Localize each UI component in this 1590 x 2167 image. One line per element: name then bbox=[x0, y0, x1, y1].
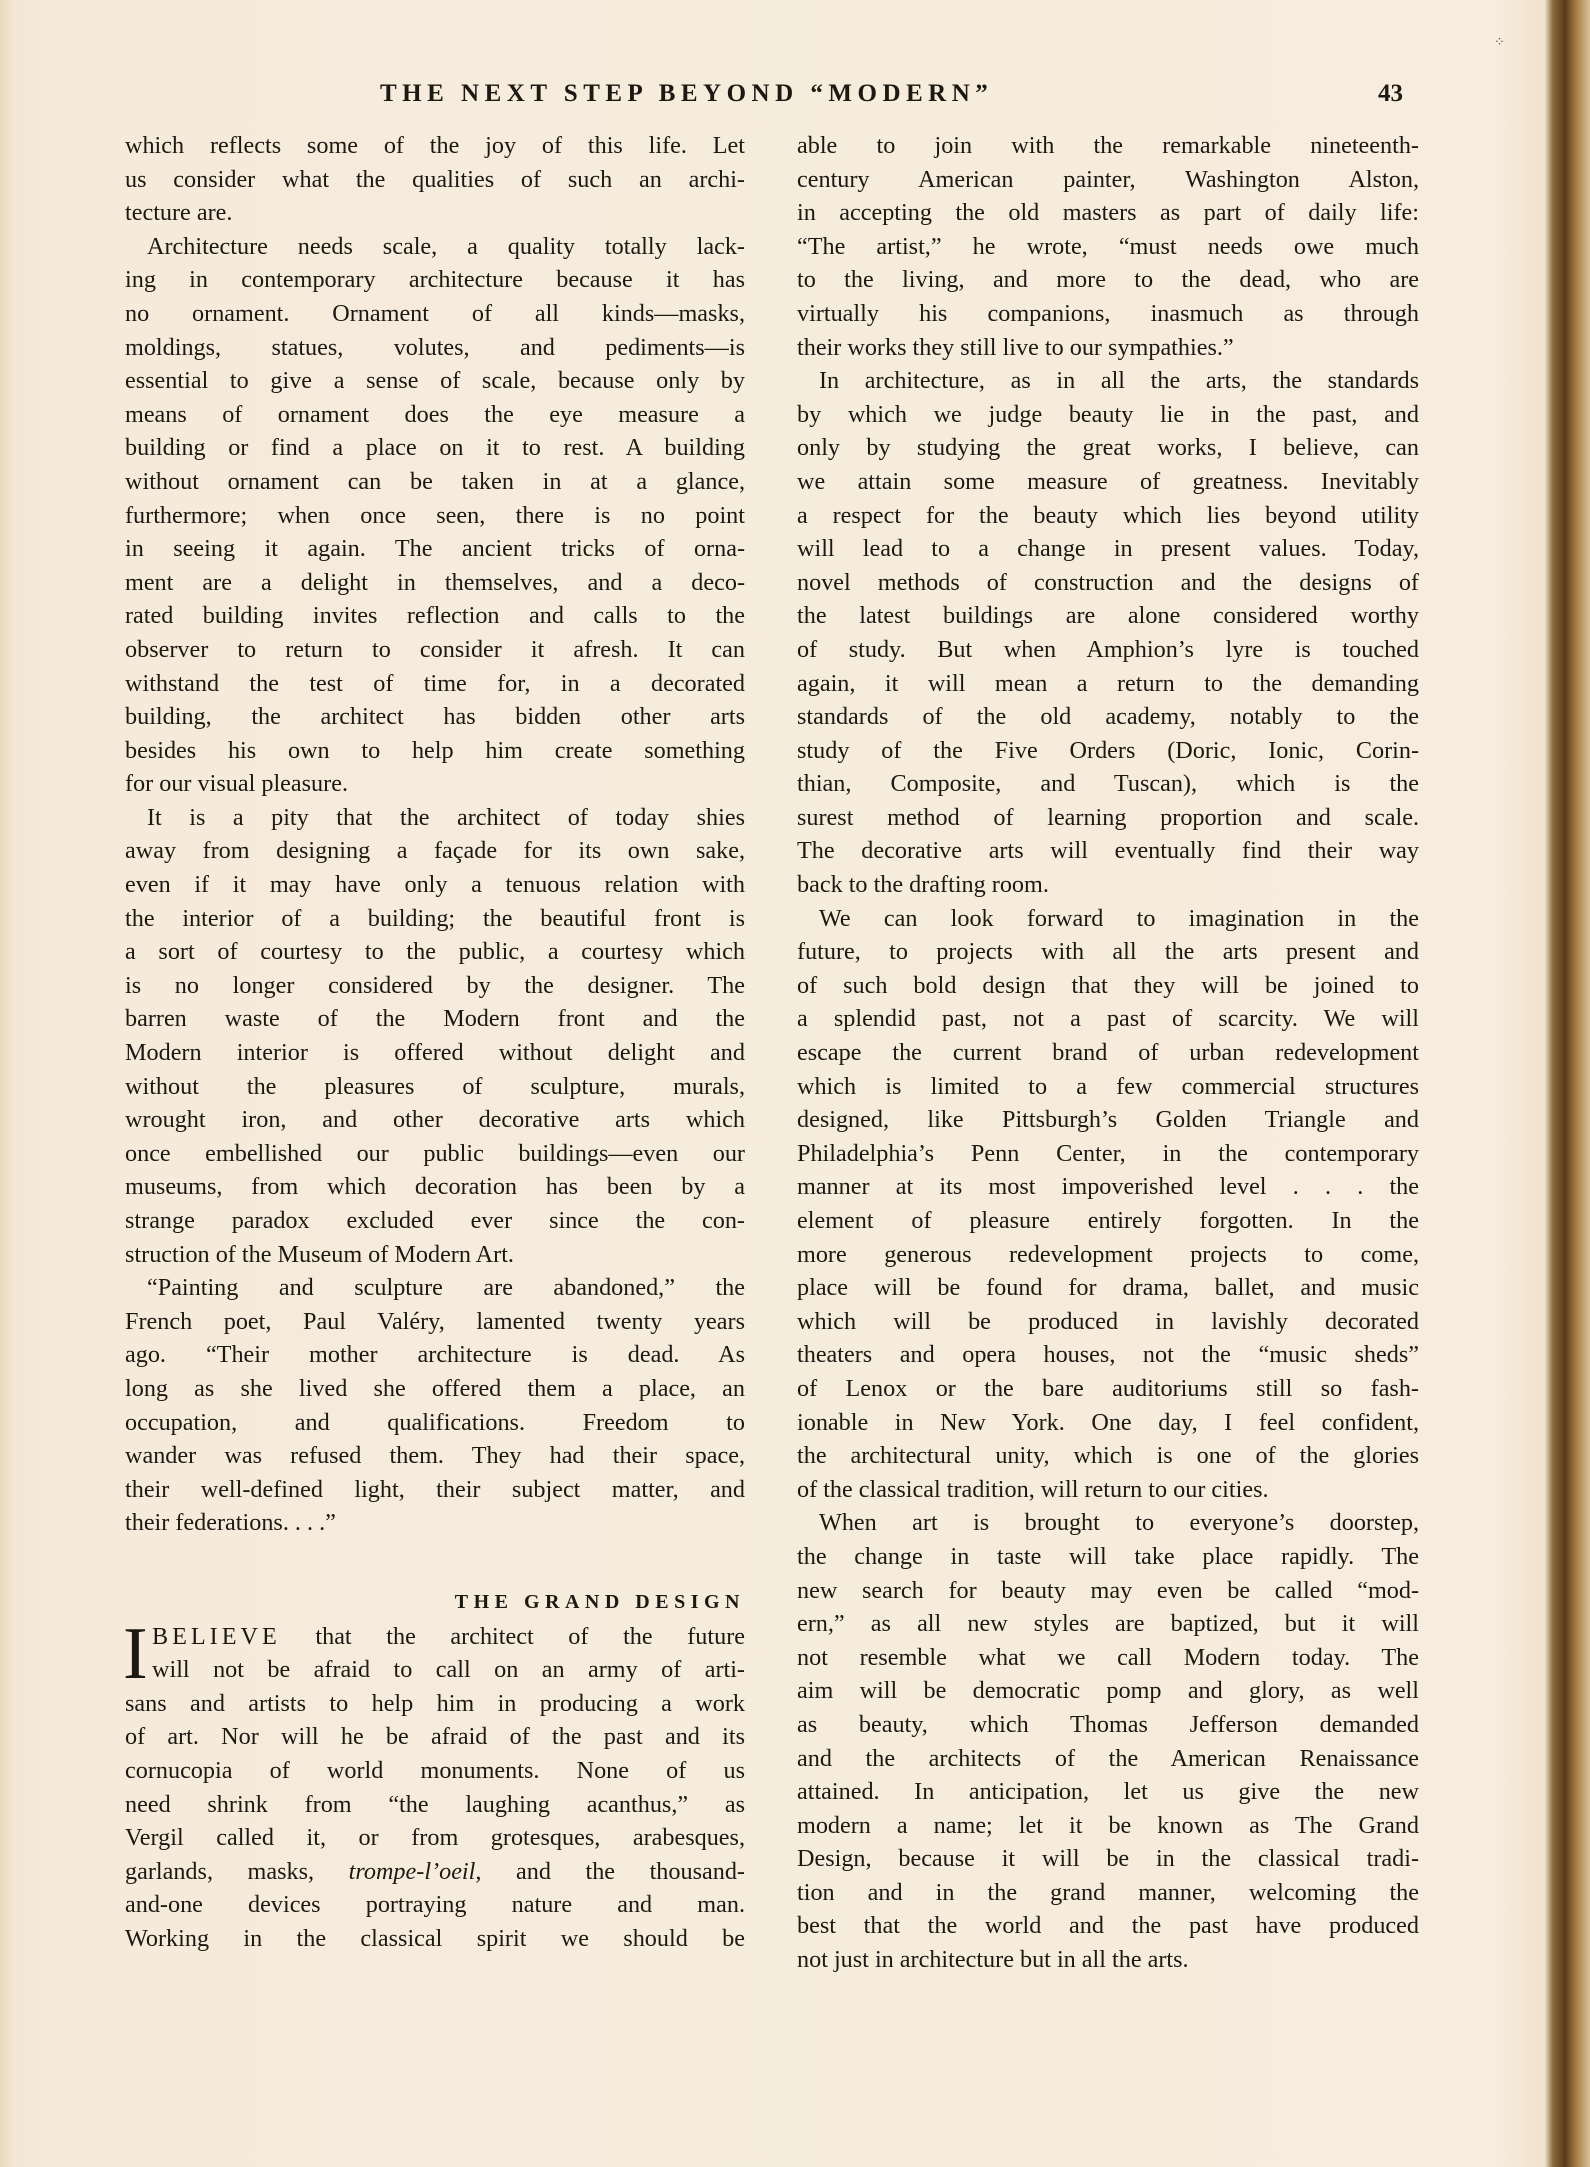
text-line: surest method of learning proportion and scale. bbox=[797, 803, 1419, 831]
text-line: not just in architecture but in all the arts. bbox=[797, 1946, 1189, 1974]
drop-cap: I bbox=[123, 1612, 148, 1695]
text-line: strange paradox excluded ever since the con- bbox=[125, 1207, 745, 1234]
text-line bbox=[125, 1855, 745, 1889]
text-line: museums, from which decoration has been by a bbox=[125, 1173, 745, 1201]
text-line: a splendid past, not a past of scarcity. We will bbox=[797, 1005, 1419, 1033]
text-line: Design, because it will be in the classical tradi- bbox=[797, 1845, 1419, 1873]
paragraph bbox=[125, 801, 745, 1271]
text-line: besides his own to help him create something bbox=[125, 736, 745, 764]
text-line: ment are a delight in themselves, and a deco- bbox=[125, 568, 745, 596]
text-line: best that the world and the past have produced bbox=[797, 1912, 1419, 1940]
text-line: building or find a place on it to rest. A building bbox=[125, 434, 745, 462]
paragraph bbox=[797, 1506, 1419, 1976]
paragraph bbox=[797, 902, 1419, 1507]
text-line: which will be produced in lavishly decorated bbox=[797, 1307, 1419, 1335]
text-line bbox=[125, 1620, 745, 1654]
text-line: the latest buildings are alone considered worthy bbox=[797, 602, 1419, 630]
section-heading: THE GRAND DESIGN bbox=[454, 1590, 745, 1613]
lead-in-smallcaps: BELIEVE bbox=[152, 1622, 281, 1650]
text-line: When art is brought to everyone’s doorstep, bbox=[819, 1509, 1419, 1537]
text-line: ago. “Their mother architecture is dead. As bbox=[125, 1341, 745, 1369]
text-line: will not be afraid to call on an army of arti- bbox=[152, 1656, 745, 1684]
text-line: ern,” as all new styles are baptized, but it will bbox=[797, 1610, 1419, 1638]
text-line: the architectural unity, which is one of the glories bbox=[797, 1442, 1419, 1470]
text-line: only by studying the great works, I believe, can bbox=[797, 434, 1419, 462]
paragraph bbox=[125, 230, 745, 801]
text-line: away from designing a façade for its own sake, bbox=[125, 837, 745, 865]
text-line: for our visual pleasure. bbox=[125, 770, 348, 798]
text-line: is no longer considered by the designer. The bbox=[125, 971, 745, 999]
text-line: without the pleasures of sculpture, murals, bbox=[125, 1072, 745, 1100]
text-line: observer to return to consider it afresh. It can bbox=[125, 635, 745, 663]
paragraph bbox=[125, 129, 745, 230]
text-line: tion and in the grand manner, welcoming the bbox=[797, 1878, 1419, 1906]
text-line: of the classical tradition, will return to our cities. bbox=[797, 1475, 1269, 1503]
text-line: furthermore; when once seen, there is no point bbox=[125, 501, 745, 529]
text-line: “Painting and sculpture are abandoned,” the bbox=[147, 1274, 745, 1302]
text-line: occupation, and qualifications. Freedom to bbox=[125, 1408, 745, 1436]
text-line: tecture are. bbox=[125, 199, 233, 227]
text-line: ing in contemporary architecture because it has bbox=[125, 266, 745, 294]
text-line: us consider what the qualities of such an archi- bbox=[125, 165, 745, 193]
text-line: will lead to a change in present values. Today, bbox=[797, 535, 1419, 563]
text-line: their federations. . . .” bbox=[125, 1509, 336, 1537]
text-line: by which we judge beauty lie in the past, and bbox=[797, 400, 1419, 428]
text-line: cornucopia of world monuments. None of us bbox=[125, 1756, 745, 1784]
paragraph bbox=[797, 129, 1419, 364]
text-line: Philadelphia’s Penn Center, in the contemporary bbox=[797, 1139, 1419, 1167]
right-column bbox=[797, 129, 1419, 1977]
text-line: modern a name; let it be known as The Grand bbox=[797, 1811, 1419, 1839]
text-line: attained. In anticipation, let us give the new bbox=[797, 1778, 1419, 1806]
text-line: which is limited to a few commercial structures bbox=[797, 1072, 1419, 1100]
text-line: even if it may have only a tenuous relation with bbox=[125, 871, 745, 899]
text-line: of such bold design that they will be joined to bbox=[797, 971, 1419, 999]
text-line: their works they still live to our sympathies.” bbox=[797, 333, 1234, 361]
text-line: sans and artists to help him in producing a work bbox=[125, 1689, 745, 1717]
page-number: 43 bbox=[1378, 80, 1403, 107]
text-line: escape the current brand of urban redevelopment bbox=[797, 1039, 1419, 1067]
text-line: need shrink from “the laughing acanthus,” as bbox=[125, 1790, 745, 1818]
text-line: to the living, and more to the dead, who are bbox=[797, 266, 1419, 294]
text-line: in accepting the old masters as part of daily life: bbox=[797, 199, 1419, 227]
text-line: of art. Nor will he be afraid of the past and its bbox=[125, 1723, 745, 1751]
text-line: able to join with the remarkable nineteenth- bbox=[797, 132, 1419, 159]
text-fragment: garlands, masks, bbox=[125, 1857, 349, 1885]
text-line: rated building invites reflection and calls to the bbox=[125, 602, 745, 630]
text-line: thian, Composite, and Tuscan), which is the bbox=[797, 770, 1419, 798]
text-line: barren waste of the Modern front and the bbox=[125, 1005, 745, 1033]
text-line: standards of the old academy, notably to the bbox=[797, 703, 1419, 731]
text-fragment: and the thousand- bbox=[481, 1857, 745, 1885]
text-line: element of pleasure entirely forgotten. In the bbox=[797, 1207, 1419, 1234]
text-line: of Lenox or the bare auditoriums still so fash- bbox=[797, 1374, 1419, 1402]
left-column bbox=[125, 129, 745, 1955]
text-line: novel methods of construction and the designs of bbox=[797, 568, 1419, 596]
text-line: struction of the Museum of Modern Art. bbox=[125, 1240, 514, 1268]
text-line: wrought iron, and other decorative arts which bbox=[125, 1106, 745, 1134]
text-line: Vergil called it, or from grotesques, arabesques, bbox=[125, 1824, 745, 1852]
text-line: aim will be democratic pomp and glory, as well bbox=[797, 1677, 1419, 1705]
text-line: theaters and opera houses, not the “music sheds” bbox=[797, 1341, 1419, 1369]
text-line: of study. But when Amphion’s lyre is touched bbox=[797, 635, 1419, 663]
text-line: a respect for the beauty which lies beyond utility bbox=[797, 501, 1419, 529]
text-line: in seeing it again. The ancient tricks of orna- bbox=[125, 535, 745, 563]
paragraph bbox=[797, 364, 1419, 902]
text-line: In architecture, as in all the arts, the standards bbox=[819, 367, 1419, 395]
text-line: The decorative arts will eventually find their way bbox=[797, 837, 1419, 865]
text-line: which reflects some of the joy of this life. Let bbox=[125, 132, 745, 159]
text-line: means of ornament does the eye measure a bbox=[125, 400, 745, 428]
text-line: future, to projects with all the arts present and bbox=[797, 938, 1419, 966]
text-line: not resemble what we call Modern today. The bbox=[797, 1643, 1419, 1671]
text-line: We can look forward to imagination in the bbox=[819, 904, 1419, 932]
text-line: designed, like Pittsburgh’s Golden Triangle and bbox=[797, 1106, 1419, 1134]
text-line: we attain some measure of greatness. Inevitably bbox=[797, 467, 1419, 495]
text-line: and-one devices portraying nature and man. bbox=[125, 1891, 745, 1919]
text-line: essential to give a sense of scale, because only by bbox=[125, 367, 745, 395]
text-line: It is a pity that the architect of today shies bbox=[147, 803, 745, 831]
text-line: virtually his companions, inasmuch as through bbox=[797, 299, 1419, 327]
text-line: no ornament. Ornament of all kinds—masks, bbox=[125, 299, 745, 327]
text-line: the change in taste will take place rapidly. The bbox=[797, 1542, 1419, 1570]
text-line: again, it will mean a return to the demanding bbox=[797, 669, 1419, 697]
text-line: without ornament can be taken in at a glance, bbox=[125, 467, 745, 495]
running-head: THE NEXT STEP BEYOND “MODERN” bbox=[380, 80, 994, 107]
text-fragment: that the architect of the future bbox=[280, 1622, 745, 1650]
corner-ornament-icon: ⁘ bbox=[1494, 34, 1505, 49]
text-line: more generous redevelopment projects to come, bbox=[797, 1240, 1419, 1268]
text-line: building, the architect has bidden other arts bbox=[125, 703, 745, 731]
text-line: Architecture needs scale, a quality totally lack- bbox=[147, 232, 745, 260]
text-line: withstand the test of time for, in a decorated bbox=[125, 669, 745, 697]
text-line: back to the drafting room. bbox=[797, 871, 1049, 899]
paragraph bbox=[123, 1612, 745, 1956]
text-line: the interior of a building; the beautiful front is bbox=[125, 904, 745, 932]
text-line: once embellished our public buildings—even our bbox=[125, 1139, 745, 1167]
text-line: as beauty, which Thomas Jefferson demanded bbox=[797, 1710, 1419, 1738]
text-line: a sort of courtesy to the public, a courtesy which bbox=[125, 938, 745, 966]
text-line: their well-defined light, their subject matter, and bbox=[125, 1475, 745, 1503]
text-line: Modern interior is offered without delight and bbox=[125, 1039, 745, 1067]
text-line: manner at its most impoverished level . . . the bbox=[797, 1173, 1419, 1201]
text-line: French poet, Paul Valéry, lamented twenty years bbox=[125, 1307, 745, 1335]
text-line: long as she lived she offered them a place, an bbox=[125, 1374, 745, 1402]
italic-phrase: trompe-l’oeil, bbox=[348, 1857, 482, 1885]
paragraph bbox=[125, 1271, 745, 1540]
text-line: place will be found for drama, ballet, and music bbox=[797, 1274, 1419, 1302]
text-line: moldings, statues, volutes, and pediments—is bbox=[125, 333, 745, 361]
text-line: “The artist,” he wrote, “must needs owe much bbox=[797, 232, 1419, 260]
text-line: ionable in New York. One day, I feel confident, bbox=[797, 1408, 1419, 1436]
text-line: wander was refused them. They had their space, bbox=[125, 1442, 745, 1470]
text-line: new search for beauty may even be called “mod- bbox=[797, 1576, 1419, 1604]
text-line: century American painter, Washington Alston, bbox=[797, 165, 1419, 193]
text-line: Working in the classical spirit we should be bbox=[125, 1924, 745, 1952]
text-line: and the architects of the American Renaissance bbox=[797, 1744, 1419, 1772]
text-line: study of the Five Orders (Doric, Ionic, Corin- bbox=[797, 736, 1419, 764]
